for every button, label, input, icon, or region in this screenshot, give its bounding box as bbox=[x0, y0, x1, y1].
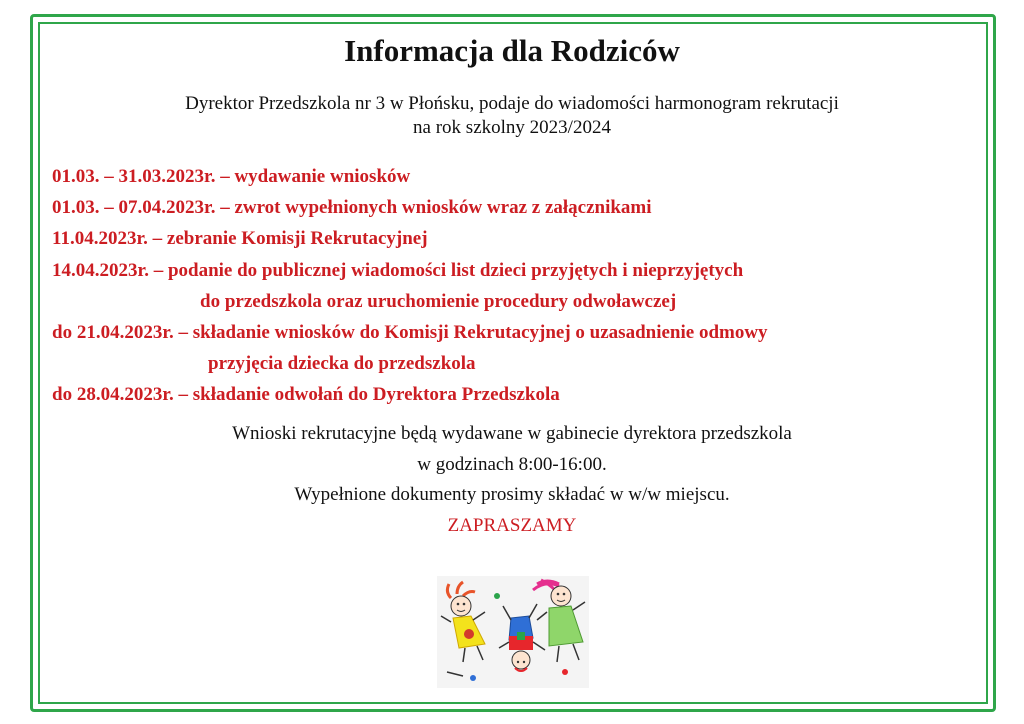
footer-line-1: Wnioski rekrutacyjne będą wydawane w gabinecie dyrektora przedszkola bbox=[232, 423, 792, 444]
footer-line-3: Wypełnione dokumenty prosimy składać w w/w miejscu. bbox=[294, 484, 730, 505]
schedule-item: 01.03. – 31.03.2023r. – wydawanie wniosków bbox=[52, 166, 411, 187]
intro-line-1: Dyrektor Przedszkola nr 3 w Płońsku, podaje do wiadomości harmonogram rekrutacji bbox=[185, 93, 839, 114]
footer-line-2: w godzinach 8:00-16:00. bbox=[417, 453, 607, 475]
invite-text: ZAPRASZAMY bbox=[447, 514, 577, 536]
schedule-item-continuation: do przedszkola oraz uruchomienie procedury odwoławczej bbox=[200, 290, 677, 312]
intro-text bbox=[0, 92, 1024, 140]
intro-line-2: na rok szkolny 2023/2024 bbox=[413, 117, 611, 138]
schedule-item: do 28.04.2023r. – składanie odwołań do Dyrektora Przedszkola bbox=[52, 384, 560, 406]
page-title: Informacja dla Rodziców bbox=[344, 33, 680, 68]
schedule-item-continuation: przyjęcia dziecka do przedszkola bbox=[208, 353, 476, 375]
schedule-item: 14.04.2023r. – podanie do publicznej wiadomości list dzieci przyjętych i nieprzyjętych bbox=[52, 259, 744, 281]
footer-info bbox=[0, 419, 1024, 541]
recruitment-schedule bbox=[52, 161, 992, 411]
schedule-item: do 21.04.2023r. – składanie wniosków do Komisji Rekrutacyjnej o uzasadnienie odmowy bbox=[52, 322, 768, 344]
children-playing-icon bbox=[437, 576, 589, 688]
schedule-item: 01.03. – 07.04.2023r. – zwrot wypełnionych wniosków wraz z załącznikami bbox=[52, 197, 652, 219]
schedule-item: 11.04.2023r. – zebranie Komisji Rekrutacyjnej bbox=[52, 228, 428, 250]
